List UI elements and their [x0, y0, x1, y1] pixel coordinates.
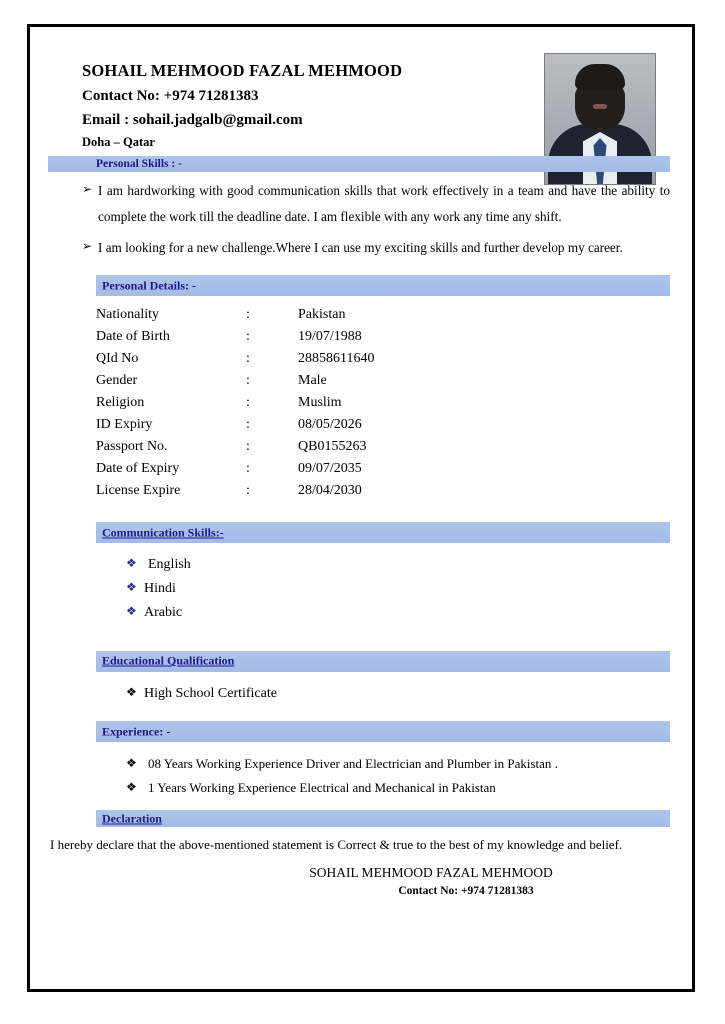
diamond-bullet-icon: ❖: [126, 780, 137, 795]
detail-value: 08/05/2026: [298, 417, 362, 433]
detail-label: Date of Expiry: [96, 461, 180, 477]
experience-list: [82, 752, 670, 800]
arrow-bullet-icon: ➢: [82, 239, 93, 254]
table-row: [96, 480, 374, 502]
detail-colon: :: [246, 307, 250, 323]
resume-content: [50, 43, 670, 897]
contact-number: Contact No: +974 71281383: [82, 88, 259, 104]
section-header-declaration: [96, 810, 670, 827]
list-item: [126, 752, 670, 776]
personal-skills-heading: Personal Skills : -: [96, 158, 182, 170]
personal-skills-text: I am hardworking with good communication skills that work effectively in a team and have the ability to complete the work till the deadline date. I am flexible with any work any time any shift.: [98, 183, 670, 224]
section-header-personal-details: [96, 275, 670, 296]
detail-value: QB0155263: [298, 439, 367, 455]
section-header-experience: [96, 721, 670, 742]
detail-label: License Expire: [96, 483, 181, 499]
detail-colon: :: [246, 395, 250, 411]
detail-label: Nationality: [96, 307, 159, 323]
resume-page: [27, 24, 695, 992]
table-row: [96, 326, 374, 348]
detail-value: 28/04/2030: [298, 483, 362, 499]
detail-value: Pakistan: [298, 307, 346, 323]
detail-label: Date of Birth: [96, 329, 170, 345]
section-header-personal-skills: [48, 156, 670, 172]
language-label: Arabic: [144, 604, 183, 620]
experience-heading: Experience: -: [102, 724, 171, 739]
diamond-bullet-icon: ❖: [126, 556, 137, 571]
detail-label: QId No: [96, 351, 139, 367]
detail-value: Muslim: [298, 395, 342, 411]
detail-colon: :: [246, 373, 250, 389]
detail-colon: :: [246, 417, 250, 433]
table-row: [96, 414, 374, 436]
table-row: [96, 392, 374, 414]
detail-value: 19/07/1988: [298, 329, 362, 345]
list-item: [126, 682, 670, 706]
detail-colon: :: [246, 351, 250, 367]
languages-list: [82, 553, 670, 624]
detail-label: Passport No.: [96, 439, 168, 455]
experience-item-label: 08 Years Working Experience Driver and Electrician and Plumber in Pakistan .: [148, 756, 558, 772]
personal-skills-item: [82, 235, 670, 261]
candidate-name: SOHAIL MEHMOOD FAZAL MEHMOOD: [82, 61, 403, 80]
section-header-communication-skills: [96, 522, 670, 543]
language-label: Hindi: [144, 581, 176, 596]
arrow-bullet-icon: ➢: [82, 182, 93, 196]
detail-label: Religion: [96, 395, 145, 411]
diamond-bullet-icon: ❖: [126, 684, 137, 699]
detail-colon: :: [246, 483, 250, 499]
declaration-heading: Declaration: [102, 811, 162, 826]
photo-plus-marker: +: [646, 173, 652, 183]
list-item: [126, 776, 670, 800]
photo-mouth-shape: [593, 104, 607, 109]
education-list: [82, 682, 670, 706]
table-row: [96, 458, 374, 480]
detail-colon: :: [246, 439, 250, 455]
section-header-education: [96, 651, 670, 672]
list-item: [126, 601, 670, 625]
education-heading: Educational Qualification: [102, 653, 235, 668]
signature-contact: Contact No: +974 71281383: [398, 884, 534, 897]
signature-name: SOHAIL MEHMOOD FAZAL MEHMOOD: [309, 864, 553, 880]
list-item: [126, 553, 670, 577]
detail-value: Male: [298, 373, 327, 389]
detail-colon: :: [246, 329, 250, 345]
detail-label: Gender: [96, 373, 138, 389]
list-item: [126, 577, 670, 601]
education-item-label: High School Certificate: [144, 685, 277, 701]
detail-colon: :: [246, 461, 250, 477]
detail-label: ID Expiry: [96, 417, 153, 433]
detail-value: 09/07/2035: [298, 461, 362, 477]
table-row: [96, 304, 374, 326]
detail-value: 28858611640: [298, 351, 375, 367]
personal-skills-text: I am looking for a new challenge.Where I can use my exciting skills and further develop my career.: [98, 240, 623, 256]
table-row: [96, 348, 374, 370]
language-label: English: [148, 557, 191, 573]
personal-details-heading: Personal Details: -: [102, 278, 196, 293]
diamond-bullet-icon: ❖: [126, 603, 137, 618]
table-row: [96, 436, 374, 458]
email-address: Email : sohail.jadgalb@gmail.com: [82, 112, 303, 128]
diamond-bullet-icon: ❖: [126, 580, 137, 594]
communication-skills-heading: Communication Skills:-: [102, 525, 224, 540]
location: Doha – Qatar: [82, 135, 155, 149]
table-row: [96, 370, 374, 392]
declaration-text: I hereby declare that the above-mentioned statement is Correct & true to the best of my knowledge and belief.: [50, 837, 623, 853]
experience-item-label: 1 Years Working Experience Electrical and Mechanical in Pakistan: [148, 780, 496, 796]
personal-skills-item: [82, 178, 670, 229]
photo-hair-shape: [575, 64, 625, 90]
diamond-bullet-icon: ❖: [126, 756, 137, 771]
signature-block: [82, 865, 670, 897]
personal-details-table: [96, 304, 374, 502]
